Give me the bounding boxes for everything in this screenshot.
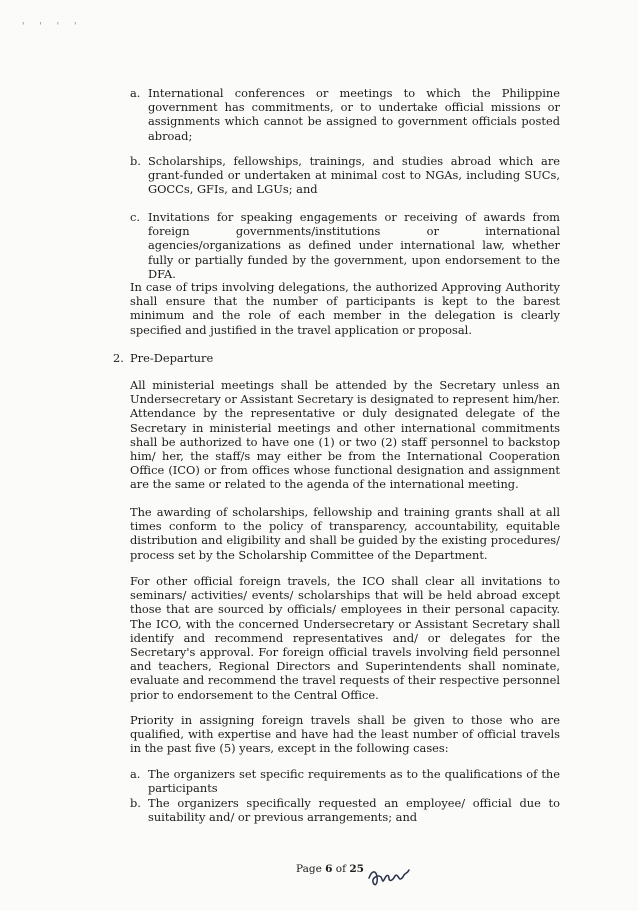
- section-heading-number: 2.: [113, 351, 124, 365]
- sublist-item-b-text: The organizers specifically requested an employee/ official due to suitability and/ or previous arrangements; and: [148, 796, 560, 825]
- page-number-of: of: [335, 863, 347, 875]
- paragraph-delegations: In case of trips involving delegations, the authorized Approving Authority shall ensure that the number of participants is kept to the barest minimum and the role of each member in the delegation is clearly specified and justified in the travel application or proposal.: [130, 280, 560, 337]
- list-marker-b: b.: [130, 154, 141, 168]
- paragraph-scholarships: The awarding of scholarships, fellowship and training grants shall at all times conform to the policy of transparency, accountability, equitable distribution and eligibility and shall be guided by the existing procedures/ process set by the Scholarship Committee of the Department.: [130, 505, 560, 562]
- paragraph-priority: Priority in assigning foreign travels shall be given to those who are qualified, with expertise and have had the least number of official travels in the past five (5) years, except in the following cases:: [130, 713, 560, 756]
- section-heading-title: Pre-Departure: [130, 351, 214, 365]
- list-marker-a: a.: [130, 86, 141, 100]
- page-number: [296, 863, 364, 875]
- handwritten-initials: [366, 860, 412, 890]
- page-number-prefix: Page: [296, 863, 322, 875]
- list-item-a-text: International conferences or meetings to which the Philippine government has commitments, or to undertake official missions or assignments which cannot be assigned to government officials posted abroad;: [148, 86, 560, 143]
- page-number-total: 25: [349, 863, 364, 875]
- sublist-marker-a: a.: [130, 767, 141, 781]
- list-marker-c: c.: [130, 210, 141, 224]
- paragraph-other-travels: For other official foreign travels, the ICO shall clear all invitations to seminars/ activities/ events/ scholarships that will be held abroad except those that are sourced by officials/ employees in their personal capacity. The ICO, with the concerned Undersecretary or Assistant Secretary shall identify and recommend representatives and/ or delegates for the Secretary's approval. For foreign official travels involving field personnel and teachers, Regional Directors and Superintendents shall nominate, evaluate and recommend the travel requests of their respective personnel prior to endorsement to the Central Office.: [130, 574, 560, 702]
- list-item-b-text: Scholarships, fellowships, trainings, and studies abroad which are grant-funded or undertaken at minimal cost to NGAs, including SUCs, GOCCs, GFIs, and LGUs; and: [148, 154, 560, 197]
- list-item-c-text: Invitations for speaking engagements or receiving of awards from foreign governments/institutions or international agencies/organizations as defined under international law, whether fully or partially funded by the government, upon endorsement to the DFA.: [148, 210, 560, 281]
- page-number-current: 6: [325, 863, 333, 875]
- sublist-item-a-text: The organizers set specific requirements as to the qualifications of the participants: [148, 767, 560, 796]
- paragraph-ministerial: All ministerial meetings shall be attended by the Secretary unless an Undersecretary or Assistant Secretary is designated to represent him/her. Attendance by the representative or duly designated delegate of the Secretary in ministerial meetings and other international commitments shall be authorized to have one (1) or two (2) staff personnel to backstop him/ her, the staff/s may either be from the International Cooperation Office (ICO) or from offices whose functional designation and assignment are the same or related to the agenda of the international meeting.: [130, 378, 560, 492]
- scan-corner-mark: ' ' ' ': [22, 22, 83, 32]
- sublist-marker-b: b.: [130, 796, 141, 810]
